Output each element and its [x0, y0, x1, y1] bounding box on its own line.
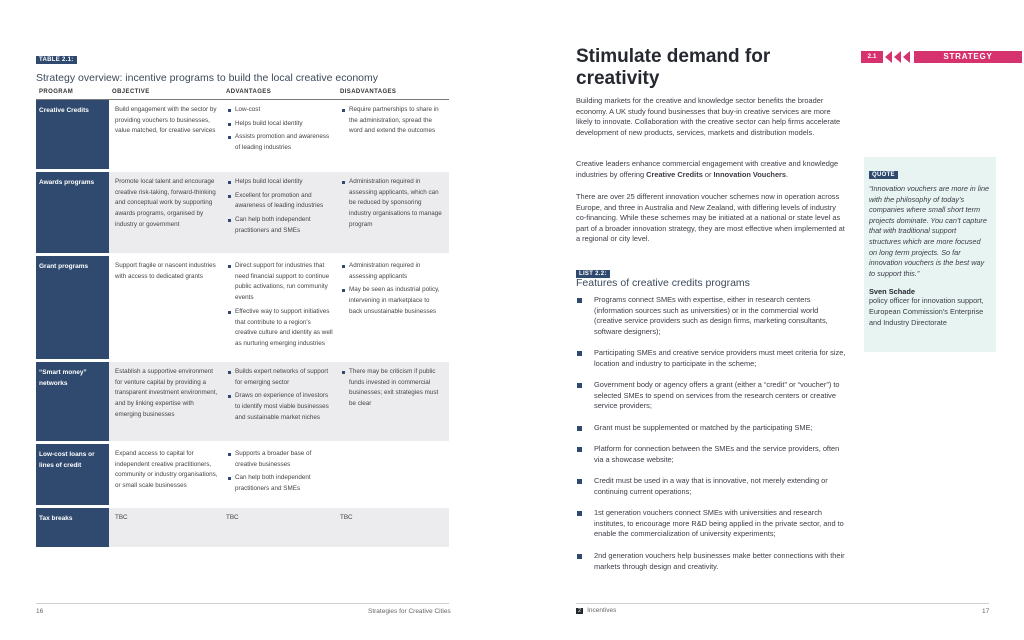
bullet-square-icon: [228, 477, 231, 480]
row-disadvantages: [340, 444, 449, 505]
row-advantages: [226, 172, 340, 253]
bullet-square-icon: [577, 479, 582, 484]
quote-text: “Innovation vouchers are more in line with the philosophy of today’s companies where small short term projects dominate. You can’t capture that with traditional support structures which are more focused on long term projects. So far innovation vouchers is the best way to support this.”: [869, 184, 990, 278]
bullet-square-icon: [342, 109, 345, 112]
table-row: [36, 256, 449, 362]
bullet-item: Draws on experience of investors to identify most viable businesses and sustainable market niches: [226, 391, 334, 423]
list-item: Programs connect SMEs with expertise, either in research centers (information sources such as universities) or in the commercial world (creative service providers such as design firms, marketing consultants, software designers);: [576, 295, 848, 337]
table-header: [36, 89, 449, 100]
row-program: Tax breaks: [36, 508, 109, 547]
row-objective: Expand access to capital for independent creative practitioners, community or industry organisations, or small scale businesses: [115, 450, 218, 490]
bullet-item: Supports a broader base of creative businesses: [226, 449, 334, 470]
row-objective: Establish a supportive environment for venture capital by providing a transparent investment environment, and by linking expertise with emerging businesses: [115, 368, 218, 418]
bullet-item: Assists promotion and awareness of leading industries: [226, 132, 334, 153]
chapter-label: Incentives: [587, 607, 617, 614]
row-program: “Smart money” networks: [36, 362, 109, 441]
row-advantages: [226, 444, 340, 505]
bullet-square-icon: [342, 265, 345, 268]
bullet-item: Require partnerships to share in the administration, spread the word and extend the outcomes: [340, 105, 443, 137]
row-program: Low-cost loans or lines of credit: [36, 444, 109, 505]
list-item: Platform for connection between the SMEs and the service providers, often via a showcase website;: [576, 444, 848, 465]
list-item: Participating SMEs and creative service providers must meet criteria for size, location and industry to participate in the scheme;: [576, 348, 848, 369]
bullet-square-icon: [577, 351, 582, 356]
chevron-left-icon: [894, 51, 901, 63]
row-disadvantages: [340, 362, 449, 441]
row-objective: Support fragile or nascent industries with access to dedicated grants: [115, 262, 216, 280]
table-row: [36, 362, 449, 444]
bullet-square-icon: [342, 289, 345, 292]
footer-divider: [576, 603, 989, 604]
footer-divider: [36, 603, 449, 604]
table-row: [36, 172, 449, 256]
row-program: Grant programs: [36, 256, 109, 359]
bullet-item: Direct support for industries that need financial support to continue public activations, run community events: [226, 261, 334, 304]
header-disadvantages: DISADVANTAGES: [340, 89, 397, 95]
row-advantages: [226, 256, 340, 359]
strategy-table-section: [36, 48, 449, 550]
row-disadvantages: TBC: [340, 514, 353, 521]
quote-author-role: policy officer for innovation support, European Commission’s Enterprise and Industry Directorate: [869, 296, 984, 327]
bullet-square-icon: [228, 219, 231, 222]
bullet-item: Can help both independent practitioners and SMEs: [226, 473, 334, 494]
table-tag: TABLE 2.1:: [36, 56, 77, 64]
quote-author: Sven Schade: [869, 287, 916, 297]
section-number: 2.1: [861, 51, 883, 63]
bullet-square-icon: [228, 311, 231, 314]
bullet-item: May be seen as industrial policy, intervening in marketplace to back unsustainable businesses: [340, 285, 443, 317]
row-objective: Build engagement with the sector by providing vouchers to businesses, value matched, for creative services: [115, 106, 217, 135]
page-number-left: 16: [36, 608, 44, 615]
section-label: STRATEGY: [914, 51, 1022, 63]
page-title: Stimulate demand for creativity: [576, 46, 771, 89]
bullet-square-icon: [228, 265, 231, 268]
bullet-item: Helps build local identity: [226, 119, 334, 130]
bullet-item: Builds expert networks of support for emerging sector: [226, 367, 334, 388]
row-disadvantages: [340, 100, 449, 169]
chevron-left-icon: [885, 51, 892, 63]
row-objective: Promote local talent and encourage creative risk-taking, forward-thinking and conceptual work by supporting awards programs, organised by industry or government: [115, 178, 216, 228]
bullet-square-icon: [228, 181, 231, 184]
bullet-item: Excellent for promotion and awareness of leading industries: [226, 191, 334, 212]
row-disadvantages: [340, 172, 449, 253]
intro-paragraph: Building markets for the creative and knowledge sector benefits the broader economy. A UK study found businesses that buy-in creative services are more likely to innovate. Collaboration with the creative sector can help firms accelerate development of new products, services, markets and distribution models.: [576, 96, 841, 137]
bullet-item: Helps build local identity: [226, 177, 334, 188]
list-item: Government body or agency offers a grant (either a “credit” or “voucher”) to selected SMEs to spend on services from the research centers or creative service providers;: [576, 380, 848, 412]
bullet-square-icon: [577, 554, 582, 559]
bullet-item: Administration required in assessing applicants, which can be reduced by sponsoring industry organisations to manage program: [340, 177, 443, 231]
credits-paragraph: Creative leaders enhance commercial engagement with creative and knowledge industries by offering Creative Credits or Innovation Vouchers.: [576, 159, 839, 179]
table-row: [36, 100, 449, 172]
bullet-square-icon: [228, 453, 231, 456]
section-tag: [861, 51, 1022, 63]
bullet-square-icon: [342, 371, 345, 374]
row-objective: TBC: [115, 514, 128, 521]
bullet-item: Effective way to support initiatives that contribute to a region's creative culture and identity as well as nurturing emerging industries: [226, 307, 334, 350]
list-item: 1st generation vouchers connect SMEs with universities and research institutes, to encourage more R&D being applied in the private sector, and to enable the commercialization of university experiments;: [576, 508, 848, 540]
bullet-square-icon: [228, 136, 231, 139]
list-item: 2nd generation vouchers help businesses make better connections with their markets through design and creativity.: [576, 551, 848, 572]
bullet-square-icon: [577, 426, 582, 431]
bullet-square-icon: [577, 383, 582, 388]
row-disadvantages: [340, 256, 449, 359]
list-item: Grant must be supplemented or matched by the participating SME;: [576, 423, 848, 434]
table-title: Strategy overview: incentive programs to build the local creative economy: [36, 72, 378, 84]
quote-tag: QUOTE: [869, 171, 898, 179]
bullet-square-icon: [577, 511, 582, 516]
row-advantages: [226, 100, 340, 169]
table-row: [36, 508, 449, 550]
page-number-right: 17: [982, 608, 990, 615]
bullet-item: Low-cost: [226, 105, 334, 116]
bullet-square-icon: [577, 298, 582, 303]
footer-title: Strategies for Creative Cities: [368, 608, 451, 615]
quote-box: [864, 157, 996, 352]
row-advantages: TBC: [226, 514, 239, 521]
list-tag: LIST 2.2:: [576, 270, 610, 278]
chapter-number: 2: [578, 607, 582, 614]
footer-chapter: [576, 607, 616, 614]
header-objective: OBJECTIVE: [112, 89, 150, 95]
bullet-item: Can help both independent practitioners and SMEs: [226, 215, 334, 236]
row-program: Creative Credits: [36, 100, 109, 169]
list-item: Credit must be used in a way that is innovative, not merely extending or continuing current operations;: [576, 476, 848, 497]
bullet-square-icon: [228, 123, 231, 126]
bullet-square-icon: [342, 181, 345, 184]
bullet-square-icon: [228, 195, 231, 198]
chevron-left-icon: [903, 51, 910, 63]
table-row: [36, 444, 449, 508]
vouchers-paragraph: There are over 25 different innovation voucher schemes now in operation across Europe, and three in Australia and New Zealand, with differing levels of industry co-financing. While these schemes may be initiated at a national or state level as part of a broader innovation strategy, they are most effective when implemented at a regional or city level.: [576, 192, 845, 244]
bullet-square-icon: [228, 395, 231, 398]
header-program: PROGRAM: [39, 89, 74, 95]
header-advantages: ADVANTAGES: [226, 89, 272, 95]
row-advantages: [226, 362, 340, 441]
bullet-item: Administration required in assessing applicants: [340, 261, 443, 282]
bullet-item: There may be criticism if public funds invested in commercial businesses; exit strategies must be clear: [340, 367, 443, 410]
row-program: Awards programs: [36, 172, 109, 253]
list-title: Features of creative credits programs: [576, 277, 750, 289]
bullet-square-icon: [577, 447, 582, 452]
bullet-square-icon: [228, 109, 231, 112]
bullet-square-icon: [228, 371, 231, 374]
